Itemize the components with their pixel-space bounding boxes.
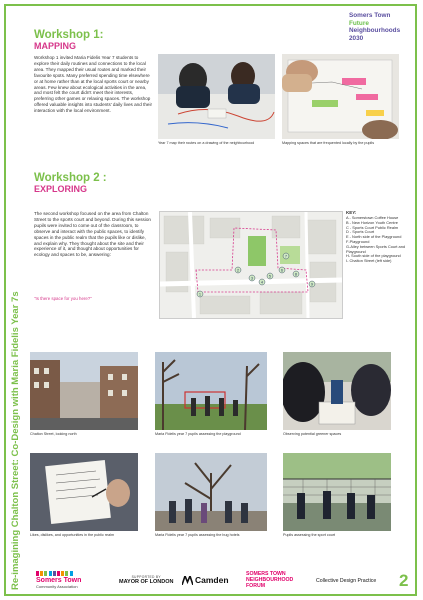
camden-logo <box>182 575 229 585</box>
map-marker-4 <box>259 279 265 285</box>
photo-students-mapping <box>158 54 275 139</box>
map-marker-8 <box>293 271 299 277</box>
caption-photo-2: Mapping spaces that are frequented locally by the pupils <box>282 141 375 145</box>
site-map <box>159 211 343 319</box>
brand-line-1: Somers Town <box>349 12 391 19</box>
key-item: D - Sports Court <box>346 229 375 235</box>
stnf-line-3: FORUM <box>246 583 266 589</box>
caption-chalton-street: Chalton Street, looking north <box>30 432 77 436</box>
mayor-text: MAYOR OF LONDON <box>119 579 174 585</box>
workshop1-subtitle: MAPPING <box>34 41 77 51</box>
photo-sport-court <box>283 453 391 531</box>
map-marker-1 <box>197 291 203 297</box>
sta-sub: Community Association <box>36 584 78 589</box>
key-item: B - New Horizon Youth Centre <box>346 219 398 225</box>
svg-text:6: 6 <box>281 268 283 273</box>
key-item: H- South side of the playground <box>346 253 401 259</box>
stnf-line-2: NEIGHBOURHOOD <box>246 577 294 583</box>
map-key-title: KEY: <box>346 210 357 215</box>
workshop1-title: Workshop 1: <box>34 29 104 41</box>
svg-text:1: 1 <box>199 292 201 297</box>
key-item: G-Alley between Sports Court and Playground <box>346 243 406 254</box>
photo-public-realm <box>30 453 138 531</box>
brand-line-2: Future <box>349 19 369 27</box>
svg-text:8: 8 <box>295 272 297 277</box>
caption-photo-1: Year 7 map their routes on a drawing of the neighbourhood <box>158 141 255 145</box>
workshop2-title: Workshop 2 : <box>34 172 107 184</box>
key-item: C - Sports Court Public Realm <box>346 224 399 230</box>
svg-text:5: 5 <box>269 274 271 279</box>
key-item: F-Playground <box>346 238 370 244</box>
stnf-line-1: SOMERS TOWN <box>246 571 286 577</box>
svg-text:2: 2 <box>237 268 239 273</box>
map-marker-7 <box>283 253 289 259</box>
somers-town-ca-logo <box>36 571 81 589</box>
svg-text:7: 7 <box>285 254 287 259</box>
photo-chalton-street <box>30 352 138 430</box>
key-item: A - Somerstown Coffee House <box>346 215 399 220</box>
camden-mark-icon <box>182 576 193 585</box>
brand-line-4: 2030 <box>349 34 364 42</box>
photo-playground <box>155 352 267 430</box>
camden-text: Camden <box>195 575 229 585</box>
map-marker-2 <box>235 267 241 273</box>
caption-playground: Maria Fidelis year 7 pupils assessing the playground <box>155 432 241 436</box>
stnf-logo <box>246 571 293 589</box>
page-number: 2 <box>399 571 409 590</box>
svg-text:9: 9 <box>311 282 313 287</box>
workshop2-body: The second workshop focused on the area from Chalton Street to the sports court and beyond. During this session pupils were invited to come out of the classroom, to observe and interact with the public spaces, to identify spaces in the public realm that the pupils like or dislike, and explain why. They thought about the site and their experience of it, and thought about opportunities for ecology and spaces to be, answering: <box>34 211 151 258</box>
workshop1-body: Workshop 1 invited Maria Fidelis Year 7 students to explore their daily routines and connections to the local area. They mapped their usual routes and marked their favourite spots. Many preferred spending time elsewhere or at home rather than at the local sports court or nearby areas. Few knew about ecological activities in the area, and most felt the court didn't meet their interests, preferring other games or relaxing spaces. The workshop offered valuable insights into students' daily lives and their interaction with the local environment. <box>34 55 153 114</box>
brand-line-3: Neighbourhoods <box>349 27 401 35</box>
map-key <box>346 216 406 264</box>
logo-figures-icon <box>36 571 81 576</box>
map-marker-5 <box>267 273 273 279</box>
key-item: I- Chalton Street (left side) <box>346 258 392 264</box>
caption-sport-court: Pupils assessing the sport court <box>283 533 336 537</box>
workshop2-quote: "Is there space for you here?" <box>34 296 92 301</box>
photo-bug-hotels <box>155 453 267 531</box>
map-marker-3 <box>249 275 255 281</box>
svg-text:4: 4 <box>261 280 263 285</box>
mayor-of-london-logo <box>119 575 174 585</box>
workshop2-subtitle: EXPLORING <box>34 184 88 194</box>
future-neighbourhoods-logo <box>349 12 400 42</box>
key-item: E - North side of the Playground <box>346 234 402 240</box>
caption-greener-spaces: Observing potential greener spaces <box>283 432 342 436</box>
caption-public-realm: Likes, dislikes, and opportunities in the public realm <box>30 533 115 537</box>
side-title: Re-imagining Chalton Street: Co-Design with Maria Fidelis Year 7s <box>10 291 21 590</box>
sta-name: Somers Town <box>36 577 82 584</box>
photo-mapping-spaces <box>282 54 399 139</box>
map-marker-6 <box>279 267 285 273</box>
map-marker-9 <box>309 281 315 287</box>
caption-bug-hotels: Maria Fidelis year 7 pupils assessing the bug hotels <box>155 533 240 537</box>
supported-by: SUPPORTED BY <box>131 575 161 579</box>
svg-text:3: 3 <box>251 276 253 281</box>
collective-design-practice-logo: Collective Design Practice <box>316 578 377 584</box>
photo-greener-spaces <box>283 352 391 430</box>
